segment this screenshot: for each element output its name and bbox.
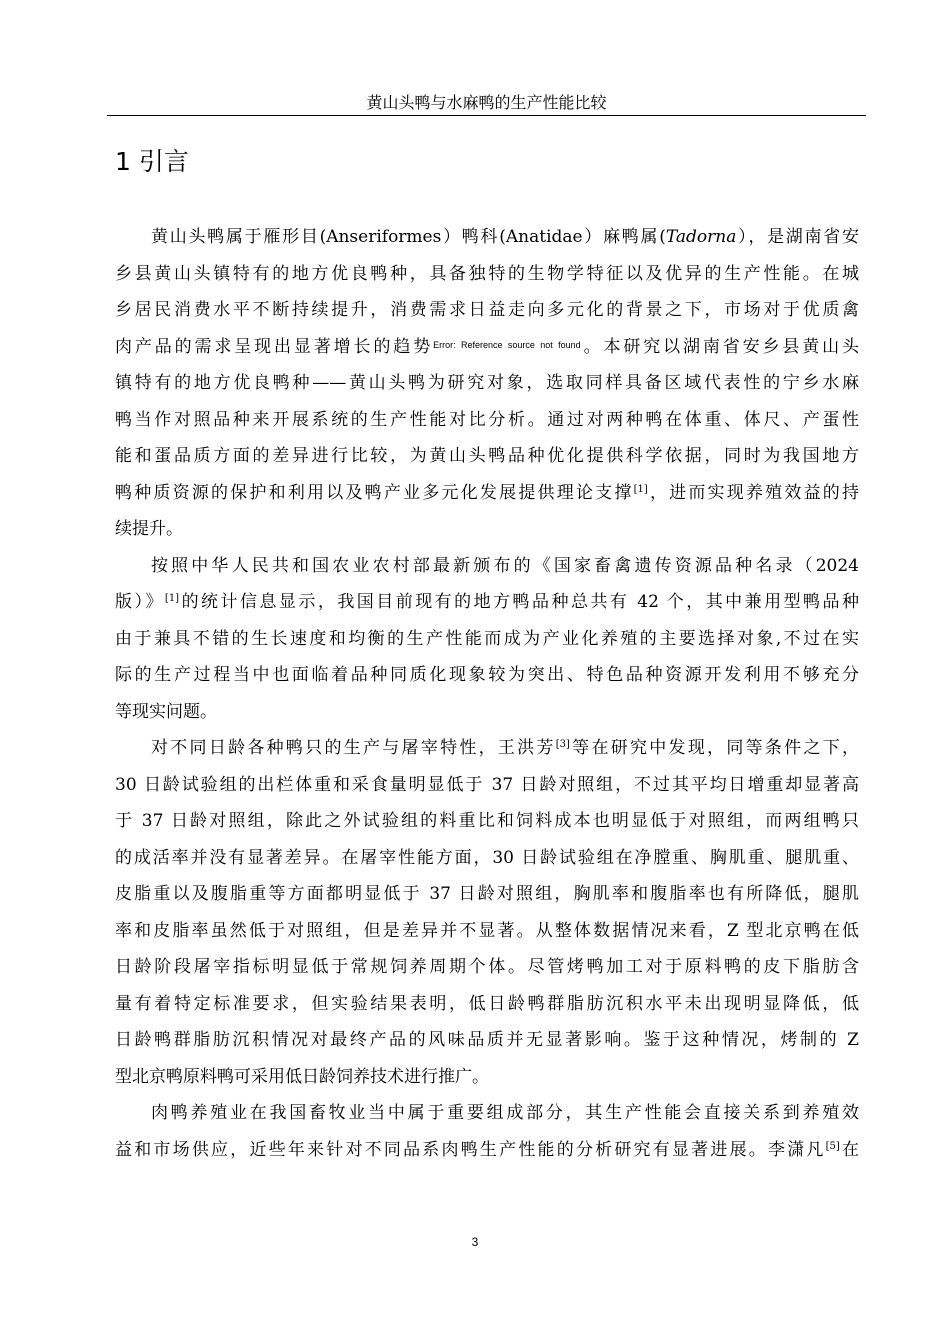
reference-error-superscript: Error: Reference source not found bbox=[433, 339, 581, 350]
paragraph-1-line-6: 鸭当作对照品种来开展系统的生产性能对比分析。通过对两种鸭在体重、体尺、产蛋性 bbox=[115, 409, 859, 430]
paragraph-1-line-5: 镇特有的地方优良鸭种——黄山头鸭为研究对象，选取同样具备区域代表性的宁乡水麻 bbox=[115, 373, 859, 393]
paragraph-3-line-1: 对不同日龄各种鸭只的生产与屠宰特性，王洪芳[3]等在研究中发现，同等条件之下， bbox=[151, 738, 860, 758]
paragraph-3-line-10: 型北京鸭原料鸭可采用低日龄饲养技术进行推广。 bbox=[115, 1066, 489, 1087]
paragraph-4-line-1: 肉鸭养殖业在我国畜牧业当中属于重要组成部分，其生产性能会直接关系到养殖效 bbox=[151, 1103, 859, 1123]
paragraph-1-line-9: 续提升。 bbox=[115, 519, 183, 539]
paragraph-2-line-5: 等现实问题。 bbox=[115, 701, 217, 722]
paragraph-2-line-3: 由于兼具不错的生长速度和均衡的生产性能而成为产业化养殖的主要选择对象,不过在实 bbox=[115, 628, 859, 649]
paragraph-3-line-8: 量有着特定标准要求，但实验结果表明，低日龄鸭群脂肪沉积水平未出现明显降低，低 bbox=[115, 993, 859, 1014]
paragraph-3-line-5: 皮脂重以及腹脂重等方面都明显低于 37 日龄对照组，胸肌率和腹脂率也有所降低，腿肌 bbox=[115, 884, 859, 904]
paragraph-3-line-6: 率和皮脂率虽然低于对照组，但是差异并不显著。从整体数据情况来看，Z 型北京鸭在低 bbox=[115, 920, 859, 941]
paragraph-3-line-7: 日龄阶段屠宰指标明显低于常规饲养周期个体。尽管烤鸭加工对于原料鸭的皮下脂肪含 bbox=[115, 957, 859, 977]
paragraph-4-line-2: 益和市场供应，近些年来针对不同品系肉鸭生产性能的分析研究有显著进展。李潇凡[5]在 bbox=[115, 1139, 860, 1160]
section-heading: 1 引言 bbox=[115, 147, 189, 176]
paragraph-3-line-9: 日龄鸭群脂肪沉积情况对最终产品的风味品质并无显著影响。鉴于这种情况，烤制的 Z bbox=[115, 1030, 859, 1050]
paragraph-2-line-4: 际的生产过程当中也面临着品种同质化现象较为突出、特色品种资源开发利用不够充分 bbox=[115, 665, 859, 685]
page-number: 3 bbox=[471, 1235, 479, 1249]
paragraph-2-line-2: 版）》[1]的统计信息显示，我国目前现有的地方鸭品种总共有 42 个，其中兼用型鸭品种 bbox=[115, 592, 859, 612]
genus-name-italic: Tadorna bbox=[665, 227, 737, 247]
paragraph-1-line-2: 乡县黄山头镇特有的地方优良鸭种，具备独特的生物学特征以及优异的生产性能。在城 bbox=[115, 263, 859, 284]
paragraph-1-line-3: 乡居民消费水平不断持续提升，消费需求日益走向多元化的背景之下，市场对于优质禽 bbox=[115, 300, 859, 320]
citation-superscript: [1] bbox=[633, 483, 648, 495]
paragraph-2-line-1: 按照中华人民共和国农业农村部最新颁布的《国家畜禽遗传资源品种名录（2024 bbox=[151, 555, 859, 576]
paragraph-3-line-3: 于 37 日龄对照组，除此之外试验组的料重比和饲料成本也明显低于对照组，而两组鸭只 bbox=[115, 811, 859, 831]
paragraph-1-line-7: 能和蛋品质方面的差异进行比较，为黄山头鸭品种优化提供科学依据，同时为我国地方 bbox=[115, 446, 859, 466]
citation-superscript: [1] bbox=[164, 593, 180, 604]
paragraph-1-line-4: 肉产品的需求呈现出显著增长的趋势$^{Error: Reference source not found}$。本研究以湖南省安乡县黄山头 bbox=[115, 336, 860, 357]
paragraph-3-line-2: 30 日龄试验组的出栏体重和采食量明显低于 37 日龄对照组，不过其平均日增重却显著高 bbox=[115, 774, 859, 795]
paragraph-1-line-1: 黄山头鸭属于雁形目(Anseriformes）鸭科(Anatidae）麻鸭属(Tadorna），是湖南省安 bbox=[151, 227, 859, 247]
body-text bbox=[115, 219, 859, 1168]
paragraph-1-line-8: 鸭种质资源的保护和利用以及鸭产业多元化发展提供理论支撑[1]，进而实现养殖效益的持 bbox=[115, 482, 860, 503]
citation-superscript: [3] bbox=[555, 739, 570, 750]
running-header: 黄山头鸭与水麻鸭的生产性能比较 bbox=[366, 93, 607, 112]
header-rule bbox=[107, 115, 866, 116]
citation-superscript: [5] bbox=[825, 1140, 840, 1152]
paragraph-3-line-4: 的成活率并没有显著差异。在屠宰性能方面，30 日龄试验组在净膛重、胸肌重、腿肌重、 bbox=[115, 847, 859, 868]
